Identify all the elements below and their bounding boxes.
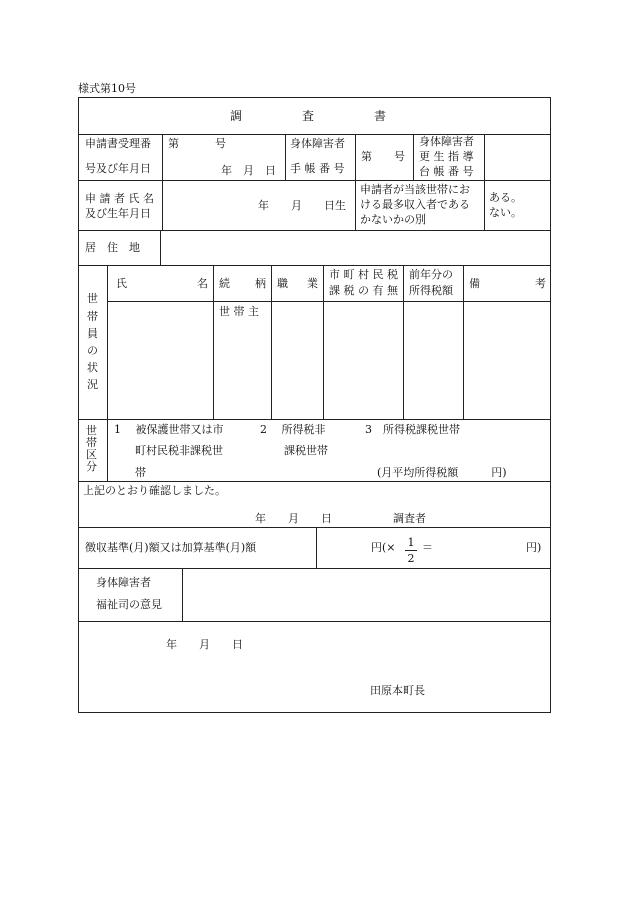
rule-title-bottom bbox=[78, 134, 551, 135]
cert-label-line2: 手 帳 番 号 bbox=[290, 162, 345, 175]
rule-household-header-bottom bbox=[107, 301, 551, 302]
rule-v-cert-right bbox=[355, 134, 356, 230]
ledger-label-line2: 更 生 指 導 bbox=[419, 150, 474, 163]
household-side-2: 帯 bbox=[87, 310, 98, 323]
rule-v-welfare bbox=[182, 568, 183, 621]
category-side-2: 帯 bbox=[86, 436, 97, 449]
rule-row1-bottom bbox=[78, 180, 551, 181]
category-option3: 3 所得税課税世帯 bbox=[365, 423, 460, 436]
rule-v-cert-left bbox=[285, 134, 286, 180]
col-relation-1: 続 bbox=[219, 277, 230, 290]
household-side-5: 状 bbox=[87, 361, 98, 374]
col-relation-2: 柄 bbox=[255, 277, 266, 290]
address-label: 居 住 地 bbox=[85, 241, 140, 254]
receipt-date: 年 月 日 bbox=[221, 164, 276, 177]
household-side-6: 況 bbox=[87, 378, 98, 391]
form-title: 調 査 書 bbox=[230, 109, 387, 123]
standard-amount-prefix: 円(× bbox=[371, 541, 396, 554]
category-option1-line1: 1 被保護世帯又は市 bbox=[114, 423, 224, 436]
col-tax-line2: 課 税 の 有 無 bbox=[329, 284, 398, 297]
rule-v-col-name bbox=[213, 265, 214, 419]
category-monthly-average: (月平均所得税額 円) bbox=[377, 466, 507, 479]
rule-v-ledger-left bbox=[413, 134, 414, 180]
birth-date: 年 月 日生 bbox=[258, 199, 346, 212]
earner-yes: ある。 bbox=[489, 191, 522, 204]
applicant-label-line1: 申 請 者 氏 名 bbox=[85, 192, 154, 205]
ledger-label-line1: 身体障害者 bbox=[419, 135, 474, 148]
category-option1-line3: 帯 bbox=[135, 466, 146, 479]
household-side-4: の bbox=[87, 344, 98, 357]
fraction-numerator: 1 bbox=[407, 536, 415, 549]
receipt-go: 号 bbox=[215, 137, 226, 150]
ledger-label-line3: 台 帳 番 号 bbox=[419, 165, 474, 178]
category-side-1: 世 bbox=[86, 424, 97, 437]
rule-welfare-bottom bbox=[78, 621, 551, 622]
category-option1-line2: 町村民税非課税世 bbox=[135, 444, 223, 457]
receipt-label-line2: 号及び年月日 bbox=[85, 162, 151, 175]
fraction-denominator: 2 bbox=[407, 552, 415, 565]
rule-v-col-tax bbox=[403, 265, 404, 419]
category-option2-line1: 2 所得税非 bbox=[260, 423, 326, 436]
rule-v-col-income bbox=[463, 265, 464, 419]
form-number: 様式第10号 bbox=[78, 82, 136, 95]
applicant-label-line2: 及び生年月日 bbox=[85, 207, 151, 220]
col-tax-line1: 市 町 村 民 税 bbox=[329, 268, 398, 281]
category-option2-line2: 課税世帯 bbox=[284, 444, 328, 457]
rule-category-bottom bbox=[78, 481, 551, 482]
col-job-1: 職 bbox=[277, 277, 288, 290]
standard-equals: ＝ bbox=[422, 541, 433, 554]
earner-no: ない。 bbox=[489, 206, 522, 219]
rule-v-col-job bbox=[323, 265, 324, 419]
fraction-one-half bbox=[405, 536, 417, 565]
rule-confirm-bottom bbox=[78, 527, 551, 528]
confirm-date: 年 月 日 bbox=[255, 512, 332, 525]
welfare-label-line1: 身体障害者 bbox=[96, 576, 151, 589]
signature-date: 年 月 日 bbox=[166, 638, 243, 651]
fraction-bar bbox=[405, 550, 417, 551]
rule-v-col-rel bbox=[271, 265, 272, 419]
standard-amount-suffix: 円) bbox=[526, 541, 542, 554]
earner-question-line1: 申請者が当該世帯にお bbox=[360, 183, 470, 196]
household-side-1: 世 bbox=[87, 292, 98, 305]
rule-v-address bbox=[160, 230, 161, 265]
col-income-line2: 所得税額 bbox=[409, 284, 453, 297]
confirm-text: 上記のとおり確認しました。 bbox=[83, 484, 226, 497]
earner-question-line2: ける最多収入者である bbox=[360, 198, 470, 211]
category-side-4: 分 bbox=[86, 460, 97, 473]
earner-question-line3: かないかの別 bbox=[360, 213, 426, 226]
col-note-2: 考 bbox=[535, 277, 546, 290]
rule-v-label1 bbox=[162, 134, 163, 230]
rule-v-ledger-right bbox=[484, 134, 485, 230]
investigator-label: 調査者 bbox=[393, 512, 426, 525]
rule-standard-bottom bbox=[78, 568, 551, 569]
category-side-3: 区 bbox=[86, 448, 97, 461]
rule-row2-bottom bbox=[78, 230, 551, 231]
rule-v-standard bbox=[316, 527, 317, 568]
welfare-label-line2: 福祉司の意見 bbox=[96, 598, 162, 611]
rule-household-bottom bbox=[78, 419, 551, 420]
col-name-2: 名 bbox=[197, 277, 208, 290]
col-note-1: 備 bbox=[469, 277, 480, 290]
household-side-3: 員 bbox=[87, 327, 98, 340]
col-income-line1: 前年分の bbox=[409, 268, 453, 281]
rule-v-side-label bbox=[107, 265, 108, 481]
mayor-label: 田原本町長 bbox=[370, 684, 425, 697]
receipt-dai: 第 bbox=[168, 137, 179, 150]
cert-number: 第 号 bbox=[361, 150, 405, 163]
receipt-label-line1: 申請書受理番 bbox=[85, 137, 151, 150]
col-job-2: 業 bbox=[307, 277, 318, 290]
cert-label-line1: 身体障害者 bbox=[290, 137, 345, 150]
standard-label: 徴収基準(月)額又は加算基準(月)額 bbox=[85, 541, 257, 554]
rule-address-bottom bbox=[78, 265, 551, 266]
head-of-household: 世 帯 主 bbox=[219, 305, 259, 318]
col-name-1: 氏 bbox=[116, 277, 127, 290]
